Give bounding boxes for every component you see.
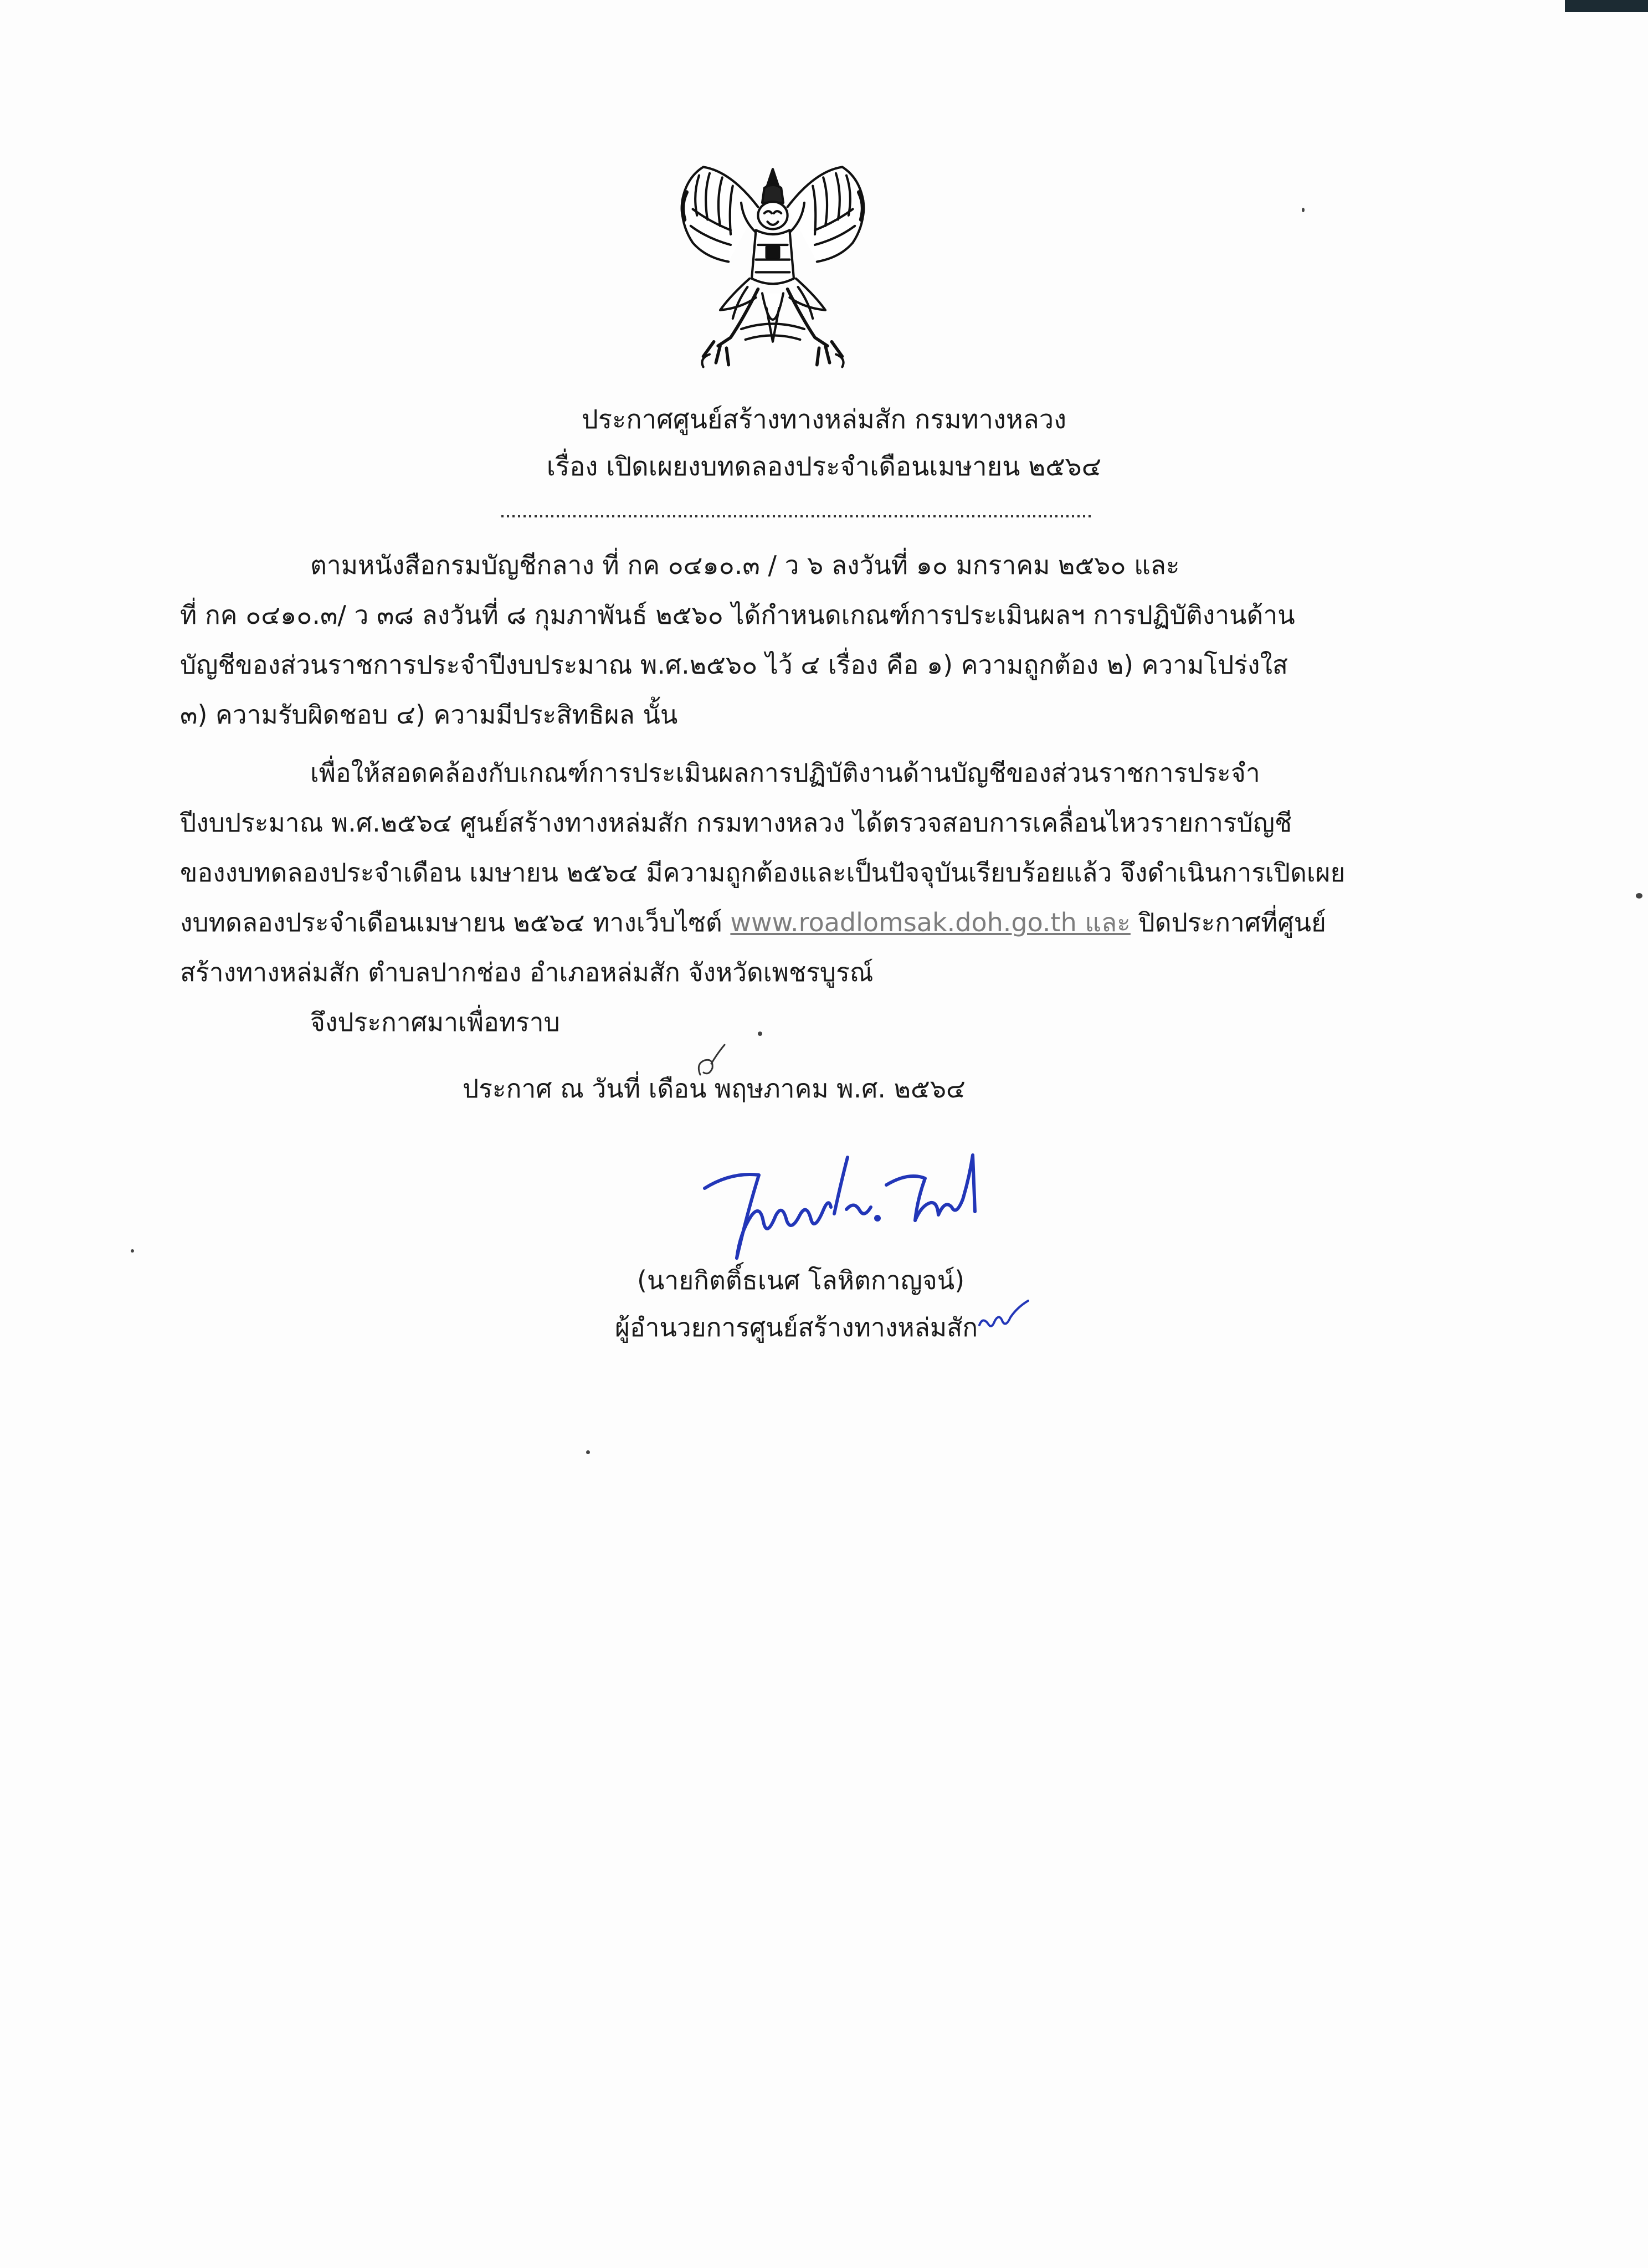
paragraph-2-line-3: ของงบทดลองประจำเดือน เมษายน ๒๕๖๔ มีความถูกต้องและเป็นปัจจุบันเรียบร้อยแล้ว จึงดำเนินการเปิดเผย [180, 858, 1346, 887]
signatory-name: (นายกิตติ์ธเนศ โลหิตกาญจน์) [637, 1265, 965, 1295]
paragraph-2 [180, 748, 1415, 997]
announcement-subject: เรื่อง เปิดเผยงบทดลองประจำเดือนเมษายน ๒๕๖๔ [546, 451, 1102, 482]
signature-image [698, 1150, 986, 1266]
paragraph-1-line-1: ตามหนังสือกรมบัญชีกลาง ที่ กค ๐๔๑๐.๓ / ว ๖ ลงวันที่ ๑๐ มกราคม ๒๕๖๐ และ [310, 550, 1180, 580]
scan-speck [1636, 893, 1642, 899]
closing-line: จึงประกาศมาเพื่อทราบ [310, 1007, 560, 1037]
dotted-divider [501, 515, 1094, 517]
paragraph-1-line-3: บัญชีของส่วนราชการประจำปีงบประมาณ พ.ศ.๒๕๖๐ ไว้ ๔ เรื่อง คือ ๑) ความถูกต้อง ๒) ความโปร่งใส [180, 650, 1288, 680]
paragraph-2-line-4 [180, 897, 1415, 947]
paragraph-2-line-2: ปีงบประมาณ พ.ศ.๒๕๖๔ ศูนย์สร้างทางหล่มสัก กรมทางหลวง ได้ตรวจสอบการเคลื่อนไหวรายการบัญชี [180, 808, 1292, 838]
paragraph-2-line-1: เพื่อให้สอดคล้องกับเกณฑ์การประเมินผลการปฏิบัติงานด้านบัญชีของส่วนราชการประจำ [310, 758, 1260, 788]
website-link[interactable]: www.roadlomsak.doh.go.th และ [730, 907, 1131, 937]
paragraph-1-line-4: ๓) ความรับผิดชอบ ๔) ความมีประสิทธิผล นั้น [180, 700, 678, 730]
paragraph-2-line-4-end: ปิดประกาศที่ศูนย์ [1130, 907, 1326, 937]
paragraph-2-line-4-start: งบทดลองประจำเดือนเมษายน ๒๕๖๔ ทางเว็บไซต์ [180, 907, 731, 937]
paragraph-1 [180, 540, 1415, 740]
scan-speck [1302, 208, 1305, 212]
initials-mark [975, 1296, 1036, 1335]
signatory-position: ผู้อำนวยการศูนย์สร้างทางหล่มสัก [615, 1312, 978, 1342]
handwritten-day-mark [692, 1041, 731, 1086]
announcement-title: ประกาศศูนย์สร้างทางหล่มสัก กรมทางหลวง [581, 404, 1067, 435]
garuda-emblem-icon [668, 161, 878, 371]
scan-speck [758, 1032, 762, 1036]
announcement-date: ประกาศ ณ วันที่ เดือน พฤษภาคม พ.ศ. ๒๕๖๔ [463, 1074, 966, 1104]
paragraph-2-line-5: สร้างทางหล่มสัก ตำบลปากช่อง อำเภอหล่มสัก จังหวัดเพชรบูรณ์ [180, 957, 874, 987]
scan-speck [131, 1249, 134, 1253]
scan-corner-mark [1565, 0, 1648, 12]
scan-speck [586, 1450, 590, 1454]
paragraph-1-line-2: ที่ กค ๐๔๑๐.๓/ ว ๓๘ ลงวันที่ ๘ กุมภาพันธ์ ๒๕๖๐ ได้กำหนดเกณฑ์การประเมินผลฯ การปฏิบัติงานด้าน [180, 600, 1295, 630]
